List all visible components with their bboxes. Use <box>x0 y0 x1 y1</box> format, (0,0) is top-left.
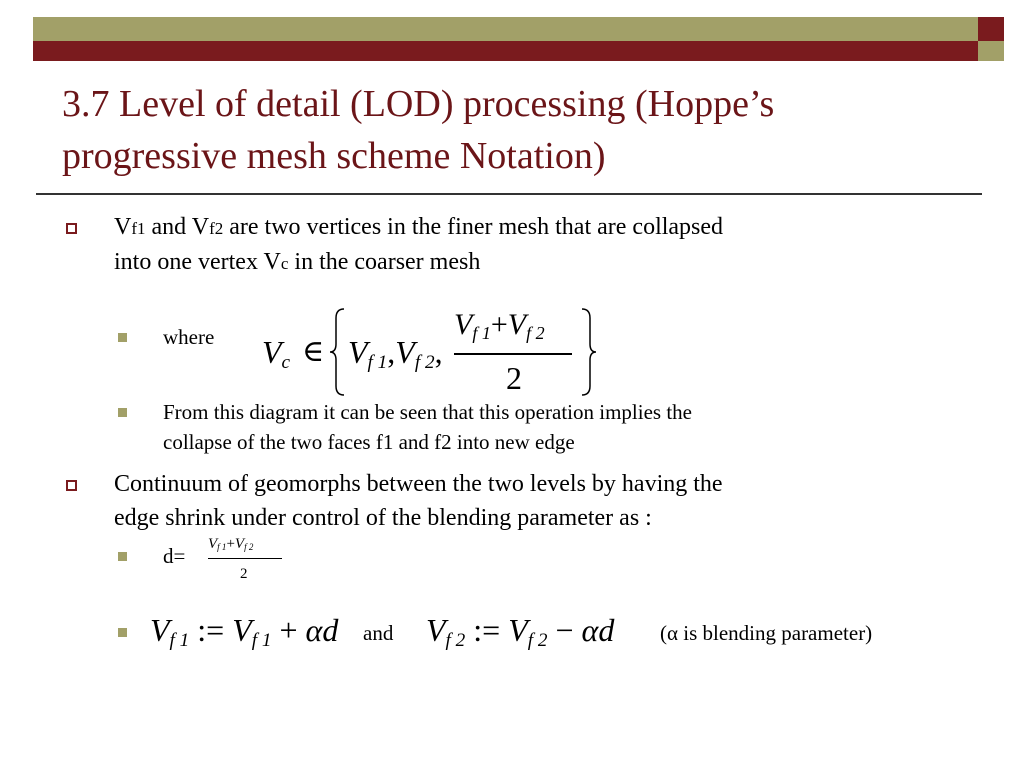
bullet-2-line-1: Continuum of geomorphs between the two levels by having the <box>114 471 723 497</box>
diagram-line-1: From this diagram it can be seen that this operation implies the <box>163 400 692 424</box>
alpha-note: (α is blending parameter) <box>660 621 873 645</box>
slide-title <box>62 78 962 182</box>
hollow-square-bullet-icon <box>66 480 77 491</box>
d-fraction: Vf 1+Vf 2 2 <box>206 536 286 592</box>
where-label: where <box>163 325 215 349</box>
vf1-update-equation: Vf 1 := Vf 1 + αd <box>150 612 339 651</box>
bullet-2-line-2: edge shrink under control of the blending parameter as : <box>114 505 652 531</box>
hollow-square-bullet-icon <box>66 223 77 234</box>
and-word: and <box>363 621 394 645</box>
filled-square-bullet-icon <box>118 552 127 561</box>
corner-square-olive <box>978 41 1004 61</box>
diagram-line-2: collapse of the two faces f1 and f2 into new edge <box>163 430 575 454</box>
corner-square-maroon <box>978 17 1004 41</box>
top-band-maroon <box>33 41 978 61</box>
vf2-update-equation: Vf 2 := Vf 2 − αd <box>426 612 615 651</box>
top-band-olive <box>33 17 978 41</box>
filled-square-bullet-icon <box>118 333 127 342</box>
filled-square-bullet-icon <box>118 628 127 637</box>
d-fraction-bar <box>208 558 282 559</box>
filled-square-bullet-icon <box>118 408 127 417</box>
bullet-1-line-1: Vf1 and Vf2 are two vertices in the finer mesh that are collapsed <box>114 214 724 240</box>
title-line-1: 3.7 Level of detail (LOD) processing (Hoppe’s <box>62 83 775 125</box>
title-line-2: progressive mesh scheme Notation) <box>62 135 606 177</box>
right-brace-icon <box>578 306 598 398</box>
title-divider <box>36 193 982 195</box>
d-label: d= <box>163 544 186 568</box>
fraction-bar <box>454 353 572 355</box>
bullet-1-line-2: into one vertex Vc in the coarser mesh <box>114 249 481 275</box>
left-brace-icon <box>328 306 348 398</box>
vc-equation: Vc ∈ Vf 1,Vf 2, Vf 1+Vf 2 2 <box>262 306 602 398</box>
